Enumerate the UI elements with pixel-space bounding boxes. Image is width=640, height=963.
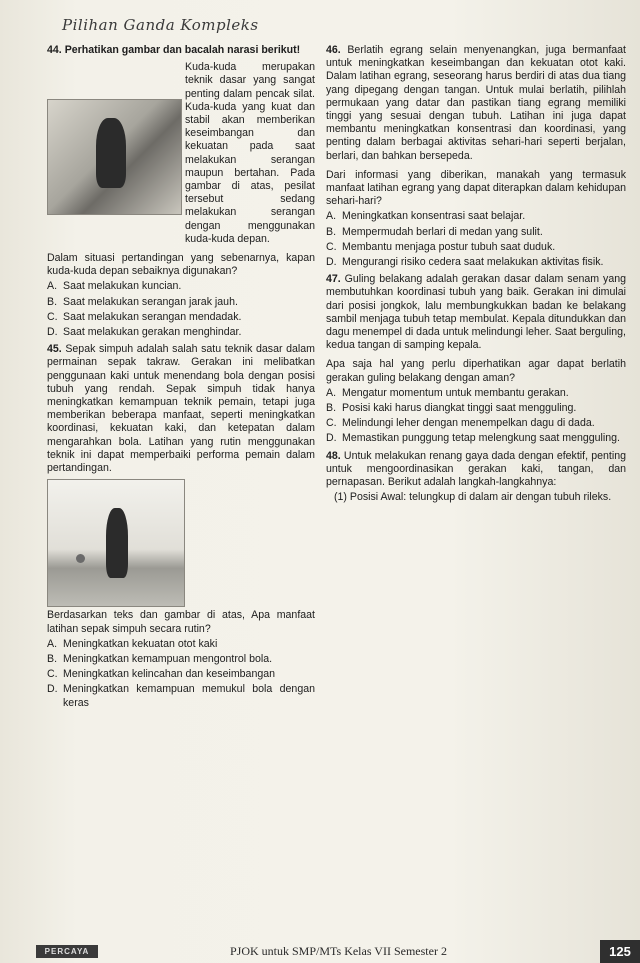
q44-intro: Perhatikan gambar dan bacalah narasi berikut! xyxy=(64,44,301,56)
page-footer xyxy=(0,940,640,963)
q46-option-d[interactable]: D. Mengurangi risiko cedera saat melakukan aktivitas fisik. xyxy=(326,256,604,269)
question-48 xyxy=(326,450,626,505)
q44-option-d[interactable]: D. Saat melakukan gerakan menghindar. xyxy=(47,326,242,339)
right-column xyxy=(326,44,626,505)
q48-number: 48. xyxy=(326,449,341,462)
q46-option-c[interactable]: C. Membantu menjaga postur tubuh saat duduk. xyxy=(326,240,556,253)
q46-option-a[interactable]: A. Meningkatkan konsentrasi saat belajar. xyxy=(326,210,526,223)
q45-question: Berdasarkan teks dan gambar di atas, Apa manfaat latihan sepak simpuh secara rutin? xyxy=(47,609,315,635)
pencak-silat-image xyxy=(47,99,182,215)
book-title: PJOK untuk SMP/MTs Kelas VII Semester 2 xyxy=(230,944,447,958)
q47-number: 47. xyxy=(326,273,341,286)
q47-question: Apa saja hal yang perlu diperhatikan agar dapat berlatih gerakan guling belakang dengan aman? xyxy=(326,358,626,384)
q44-option-c[interactable]: C. Saat melakukan serangan mendadak. xyxy=(47,310,242,323)
q44-narrative: Kuda-kuda merupakan teknik dasar yang sangat penting dalam pencak silat. Kuda-kuda yang kuat dan stabil akan memberikan keseimbangan dan kekuatan pada saat melakukan serangan maupun bertahan. Pada gambar di atas, pesilat tersebut sedang melakukan serangan dengan menggunakan kuda-kuda depan. xyxy=(185,61,315,245)
q48-narrative: Untuk melakukan renang gaya dada dengan efektif, penting untuk mengoordinasikan gerakan kaki, tangan, dan pernapasan. Berikut adalah langkah-langkahnya: xyxy=(326,449,626,489)
q46-narrative: Berlatih egrang selain menyenangkan, juga bermanfaat untuk meningkatkan keseimbangan dan kekuatan otot kaki. Dalam latihan egrang, seseorang harus berdiri di atas dua tiang yang dipegang dengan tangan. Untuk mulai berlatih, pilihlah permukaan yang datar dan pastikan tiang egrang memiliki tinggi yang sesuai dengan tubuh. Latihan ini juga dapat membantu meningkatkan konsentrasi dan koordinasi, yang penting dalam berbagai aktivitas sehari-hari seperti berjalan, berlari, dan bahkan bersepeda. xyxy=(326,44,626,162)
handwritten-note: Pilihan Ganda Kompleks xyxy=(62,16,259,34)
q44-option-a[interactable]: A. Saat melakukan kuncian. xyxy=(47,280,182,293)
question-47 xyxy=(326,273,626,445)
q48-step-1: (1) Posisi Awal: telungkup di dalam air dengan tubuh rileks. xyxy=(334,491,612,504)
sepak-takraw-image xyxy=(47,479,185,607)
question-46 xyxy=(326,44,626,269)
question-45 xyxy=(47,343,315,709)
q47-option-d[interactable]: D. Memastikan punggung tetap melengkung saat mengguling. xyxy=(326,432,620,445)
q47-option-a[interactable]: A. Mengatur momentum untuk membantu gerakan. xyxy=(326,386,569,399)
q46-question: Dari informasi yang diberikan, manakah yang termasuk manfaat latihan egrang yang dapat diterapkan dalam kehidupan sehari-hari? xyxy=(326,168,626,208)
question-44 xyxy=(47,44,315,339)
page-number: 125 xyxy=(600,940,640,963)
left-column xyxy=(47,44,315,710)
q44-number: 44. xyxy=(47,44,62,56)
q45-option-b[interactable]: B. Meningkatkan kemampuan mengontrol bola. xyxy=(47,652,273,665)
silat-figure xyxy=(96,118,126,188)
q47-narrative: Guling belakang adalah gerakan dasar dalam senam yang membutuhkan koordinasi tubuh yang baik. Gerakan ini dimulai dari posisi jongkok, lalu membungkukkan badan ke belakang sambil menjaga tubuh tetap membulat. Kepala ditundukkan dan dagu menempel di dada untuk melindungi leher. Saat berguling, kedua tangan di samping kepala. xyxy=(326,273,626,352)
ball-icon xyxy=(76,554,85,563)
q46-number: 46. xyxy=(326,44,341,56)
takraw-player xyxy=(106,508,128,578)
q45-option-c[interactable]: C. Meningkatkan kelincahan dan keseimbangan xyxy=(47,668,276,681)
q44-option-b[interactable]: B. Saat melakukan serangan jarak jauh. xyxy=(47,295,238,308)
q45-option-d[interactable]: D. Meningkatkan kemampuan memukul bola dengan keras xyxy=(47,683,315,709)
q47-option-c[interactable]: C. Melindungi leher dengan menempelkan dagu di dada. xyxy=(326,417,595,430)
publisher-logo: PERCAYA xyxy=(36,945,98,958)
q44-question: Dalam situasi pertandingan yang sebenarnya, kapan kuda-kuda depan sebaiknya digunakan? xyxy=(47,252,315,278)
q46-option-b[interactable]: B. Mempermudah berlari di medan yang sulit. xyxy=(326,225,543,238)
q45-narrative: Sepak simpuh adalah salah satu teknik dasar dalam permainan sepak takraw. Gerakan ini melibatkan penggunaan kaki untuk menendang bola dengan posisi tubuh yang rendah. Sepak simpuh tidak hanya meningkatkan kemampuan teknik pemain, tetapi juga memberikan beberapa manfaat, seperti meningkatkan koordinasi, kekuatan kaki, dan ketepatan dalam mengarahkan bola. Latihan yang rutin menggunakan teknik ini dapat memperbaiki performa pemain dalam pertandingan. xyxy=(47,343,315,475)
q45-number: 45. xyxy=(47,343,62,356)
q47-option-b[interactable]: B. Posisi kaki harus diangkat tinggi saat mengguling. xyxy=(326,402,577,415)
q45-option-a[interactable]: A. Meningkatkan kekuatan otot kaki xyxy=(47,637,218,650)
